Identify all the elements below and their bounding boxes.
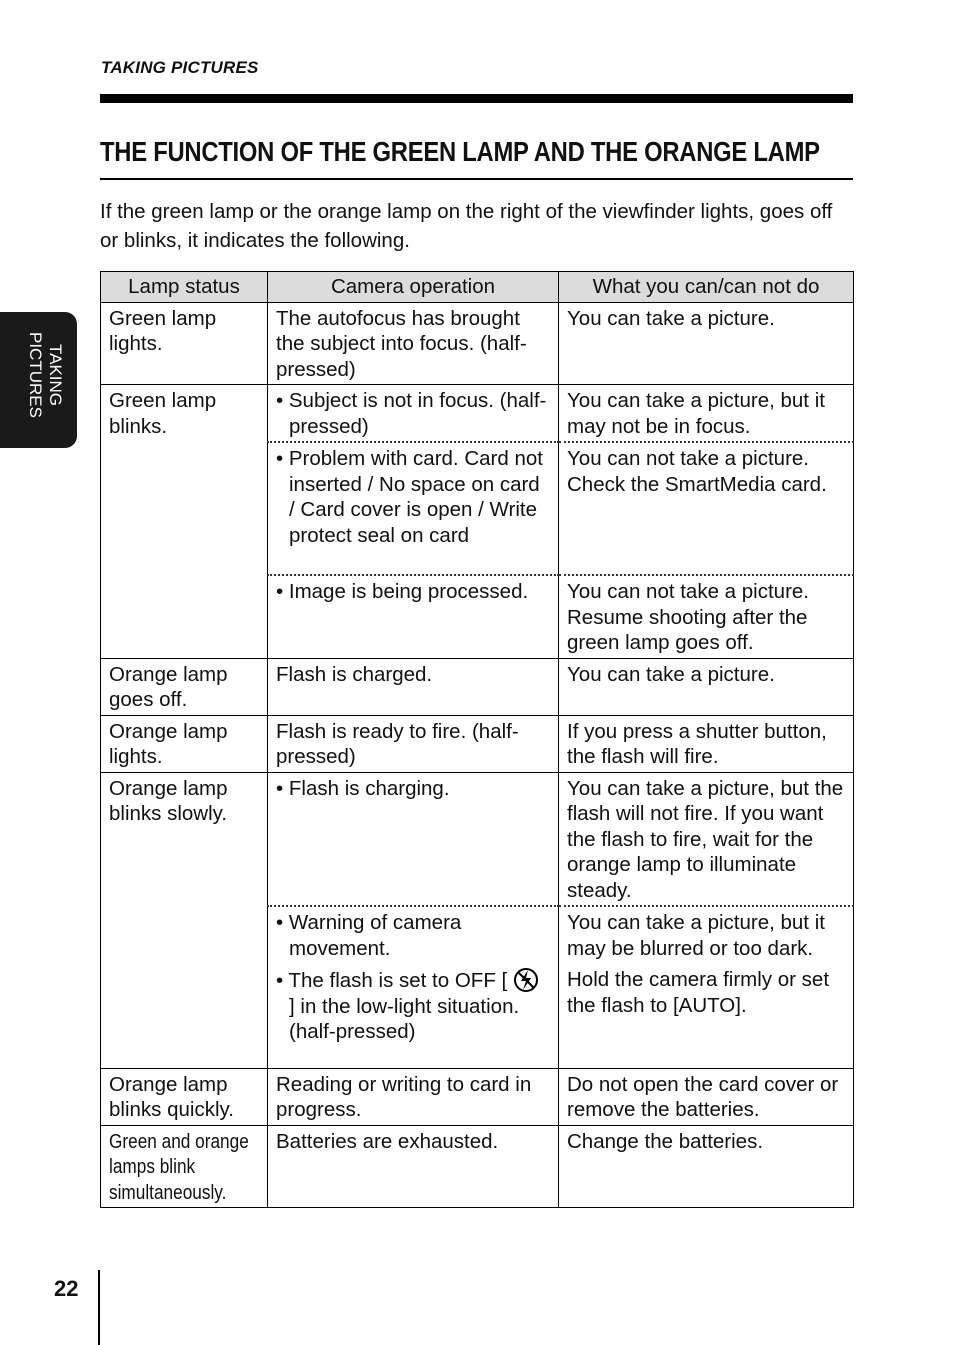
status-line: Green and orange — [109, 1129, 249, 1153]
lamp-status-table — [100, 271, 854, 1208]
result-cell: You can take a picture, but the flash will not fire. If you want the flash to fire, wait for the orange lamp to illuminate steady. — [559, 772, 854, 906]
camera-operation-cell: Flash is charged. — [268, 658, 559, 715]
result-cell: Do not open the card cover or remove the batteries. — [559, 1068, 854, 1125]
status-line: simultaneously. — [109, 1180, 227, 1204]
table-row — [101, 658, 854, 715]
intro-paragraph: If the green lamp or the orange lamp on the right of the viewfinder lights, goes off or blinks, it indicates the following. — [100, 200, 833, 252]
operation-item — [276, 967, 550, 1045]
result-cell: You can take a picture. — [559, 302, 854, 385]
flash-off-icon — [513, 967, 539, 993]
camera-operation-cell — [268, 575, 559, 658]
operation-item: • Subject is not in focus. (half-pressed) — [276, 389, 547, 438]
lamp-status-cell: Green lamp lights. — [101, 302, 268, 385]
lamp-status-cell: Orange lamp blinks slowly. — [101, 772, 268, 1068]
title-rule — [100, 178, 853, 180]
table-row — [101, 1125, 854, 1208]
table-row — [101, 1068, 854, 1125]
table-row — [101, 772, 854, 906]
result-cell: You can not take a picture. Resume shooting after the green lamp goes off. — [559, 575, 854, 658]
camera-operation-cell: Flash is ready to fire. (half-pressed) — [268, 715, 559, 772]
camera-operation-cell — [268, 906, 559, 1068]
operation-item: • Warning of camera movement. — [276, 911, 462, 960]
result-cell: If you press a shutter button, the flash will fire. — [559, 715, 854, 772]
lamp-status-cell: Orange lamp goes off. — [101, 658, 268, 715]
operation-item: • Image is being processed. — [276, 580, 529, 603]
status-line: lamps blink — [109, 1155, 196, 1178]
lamp-status-cell: Orange lamp lights. — [101, 715, 268, 772]
side-tab-line1: TAKING — [46, 343, 65, 406]
section-label: TAKING PICTURES — [101, 58, 259, 77]
page-number-rule — [98, 1270, 100, 1345]
side-tab-label — [25, 332, 65, 418]
camera-operation-cell: Reading or writing to card in progress. — [268, 1068, 559, 1125]
header-camera-operation: Camera operation — [268, 272, 559, 303]
operation-item-text: ] in the low-light situation. (half-pressed) — [289, 994, 520, 1043]
table-row — [101, 302, 854, 385]
page-title: THE FUNCTION OF THE GREEN LAMP AND THE ORANGE LAMP — [100, 136, 820, 167]
result-cell: Change the batteries. — [559, 1125, 854, 1208]
result-item: You can take a picture, but it may be blurred or too dark. — [567, 911, 825, 960]
camera-operation-cell: Batteries are exhausted. — [268, 1125, 559, 1208]
header-rule — [100, 94, 853, 103]
side-tab-line2: PICTURES — [26, 332, 45, 418]
result-cell: You can take a picture. — [559, 658, 854, 715]
result-item: Hold the camera firmly or set the flash to [AUTO]. — [567, 968, 830, 1017]
camera-operation-cell — [268, 442, 559, 575]
result-cell: You can not take a picture. Check the SmartMedia card. — [559, 442, 854, 575]
operation-item: • Problem with card. Card not inserted / No space on card / Card cover is open / Write protect seal on card — [276, 447, 543, 547]
result-cell: You can take a picture, but it may not be in focus. — [559, 385, 854, 443]
operation-item-text: • The flash is set to OFF [ — [276, 969, 508, 992]
header-what-you-can-do: What you can/can not do — [559, 272, 854, 303]
operation-item: • Flash is charging. — [276, 776, 450, 800]
header-lamp-status: Lamp status — [101, 272, 268, 303]
lamp-status-cell: Orange lamp blinks quickly. — [101, 1068, 268, 1125]
camera-operation-cell — [268, 385, 559, 443]
camera-operation-cell — [268, 772, 559, 906]
table-header-row — [101, 272, 854, 303]
table-row — [101, 385, 854, 443]
page-number: 22 — [54, 1276, 79, 1301]
lamp-status-cell: Green lamp blinks. — [101, 385, 268, 659]
result-cell — [559, 906, 854, 1068]
camera-operation-cell: The autofocus has brought the subject into focus. (half-pressed) — [268, 302, 559, 385]
lamp-status-cell — [101, 1125, 268, 1208]
table-row — [101, 715, 854, 772]
